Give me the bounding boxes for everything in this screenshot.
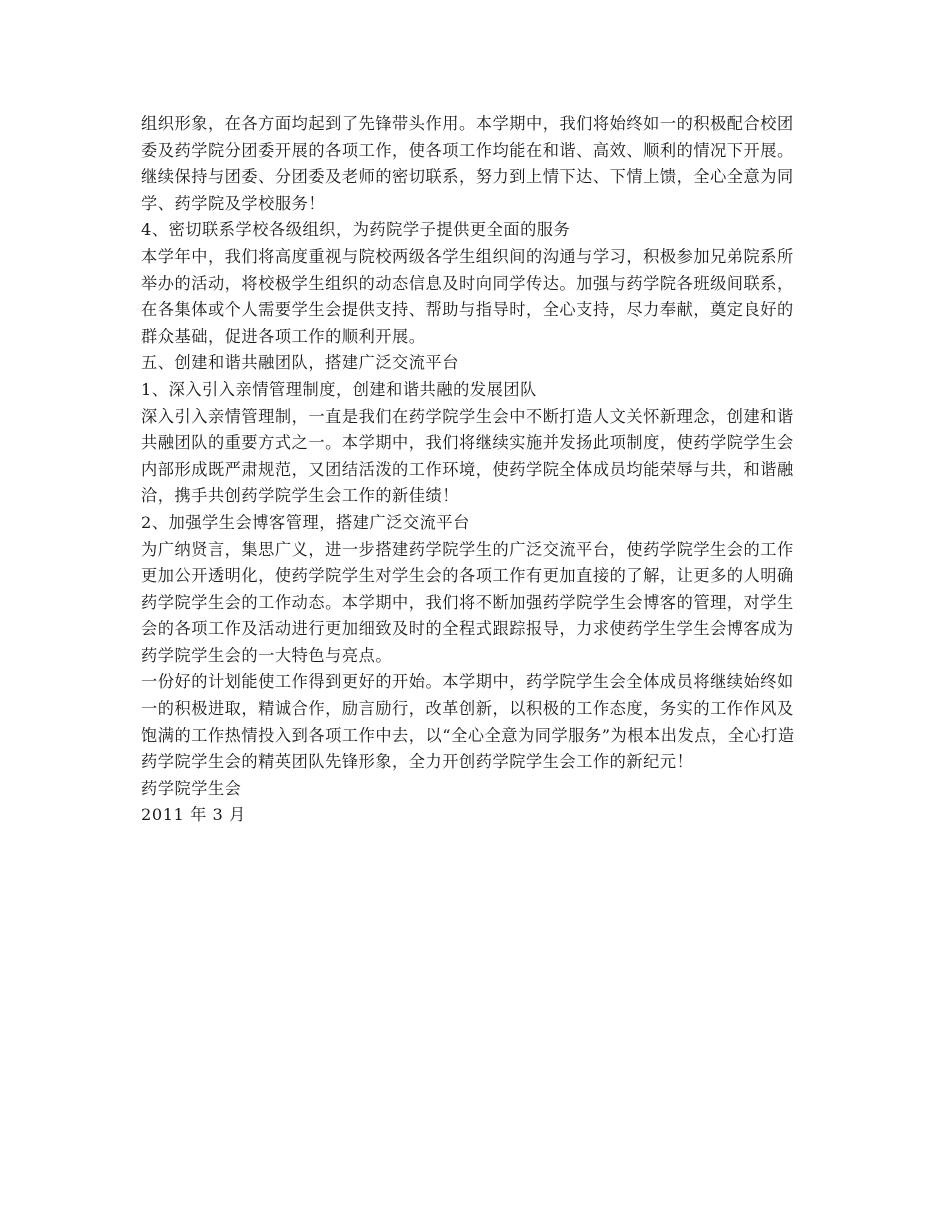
text-line: 洽，携手共创药学院学生会工作的新佳绩！ — [141, 486, 460, 506]
text-line: 1、深入引入亲情管理制度，创建和谐共融的发展团队 — [141, 379, 537, 399]
text-line: 深入引入亲情管理制，一直是我们在药学院学生会中不断打造人文关怀新理念，创建和谐 — [141, 406, 794, 426]
text-line: 药学院学生会的工作动态。本学期中，我们将不断加强药学院学生会博客的管理，对学生 — [141, 592, 794, 612]
document-body — [141, 111, 809, 829]
text-line: 药学院学生会的一大特色与亮点。 — [141, 645, 393, 665]
text-line: 举办的活动，将校极学生组织的动态信息及时向同学传达。加强与药学院各班级间联系， — [141, 273, 794, 293]
document-page — [141, 111, 809, 829]
paragraph — [141, 537, 809, 670]
text-line: 组织形象，在各方面均起到了先锋带头作用。本学期中，我们将始终如一的积极配合校团 — [141, 114, 794, 133]
section-heading — [141, 377, 809, 404]
text-line: 4、密切联系学校各级组织，为药院学子提供更全面的服务 — [141, 220, 571, 240]
text-line: 为广纳贤言，集思广义，进一步搭建药学院学生的广泛交流平台，使药学院学生会的工作 — [141, 539, 794, 559]
section-heading — [141, 350, 809, 377]
paragraph — [141, 404, 809, 510]
text-line: 本学年中，我们将高度重视与院校两级各学生组织间的沟通与学习，积极参加兄弟院系所 — [141, 246, 794, 266]
text-line: 继续保持与团委、分团委及老师的密切联系，努力到上情下达、下情上馈，全心全意为同 — [141, 167, 794, 187]
paragraph — [141, 244, 809, 350]
text-line: 2、加强学生会博客管理，搭建广泛交流平台 — [141, 512, 470, 532]
text-line: 会的各项工作及活动进行更加细致及时的全程式跟踪报导，力求使药学生学生会博客成为 — [141, 619, 794, 639]
text-line: 一份好的计划能使工作得到更好的开始。本学期中，药学院学生会全体成员将继续始终如 — [141, 672, 794, 692]
text-line: 共融团队的重要方式之一。本学期中，我们将继续实施并发扬此项制度，使药学院学生会 — [141, 433, 794, 453]
text-line: 群众基础，促进各项工作的顺利开展。 — [141, 326, 426, 346]
paragraph — [141, 111, 809, 217]
section-heading — [141, 510, 809, 537]
text-line: 内部形成既严肃规范，又团结活泼的工作环境，使药学院全体成员均能荣辱与共，和谐融 — [141, 459, 794, 479]
text-line: 药学院学生会的精英团队先锋形象，全力开创药学院学生会工作的新纪元！ — [141, 752, 694, 772]
text-line: 在各集体或个人需要学生会提供支持、帮助与指导时，全心支持，尽力奉献，奠定良好的 — [141, 300, 794, 320]
text-line: 委及药学院分团委开展的各项工作，使各项工作均能在和谐、高效、顺利的情况下开展。 — [141, 140, 794, 160]
signature — [141, 776, 809, 803]
paragraph — [141, 669, 809, 775]
text-line: 饱满的工作热情投入到各项工作中去，以“全心全意为同学服务”为根本出发点，全心打造 — [141, 725, 795, 745]
text-line: 五、创建和谐共融团队，搭建广泛交流平台 — [141, 353, 460, 373]
document-date — [141, 802, 809, 829]
text-line: 2011 年 3 月 — [141, 805, 246, 825]
text-line: 药学院学生会 — [141, 778, 242, 798]
text-line: 一的积极进取，精诚合作，励言励行，改革创新，以积极的工作态度，务实的工作作风及 — [141, 699, 794, 719]
text-line: 学、药学院及学校服务！ — [141, 193, 326, 213]
section-heading — [141, 217, 809, 244]
text-line: 更加公开透明化，使药学院学生对学生会的各项工作有更加直接的了解，让更多的人明确 — [141, 566, 794, 586]
